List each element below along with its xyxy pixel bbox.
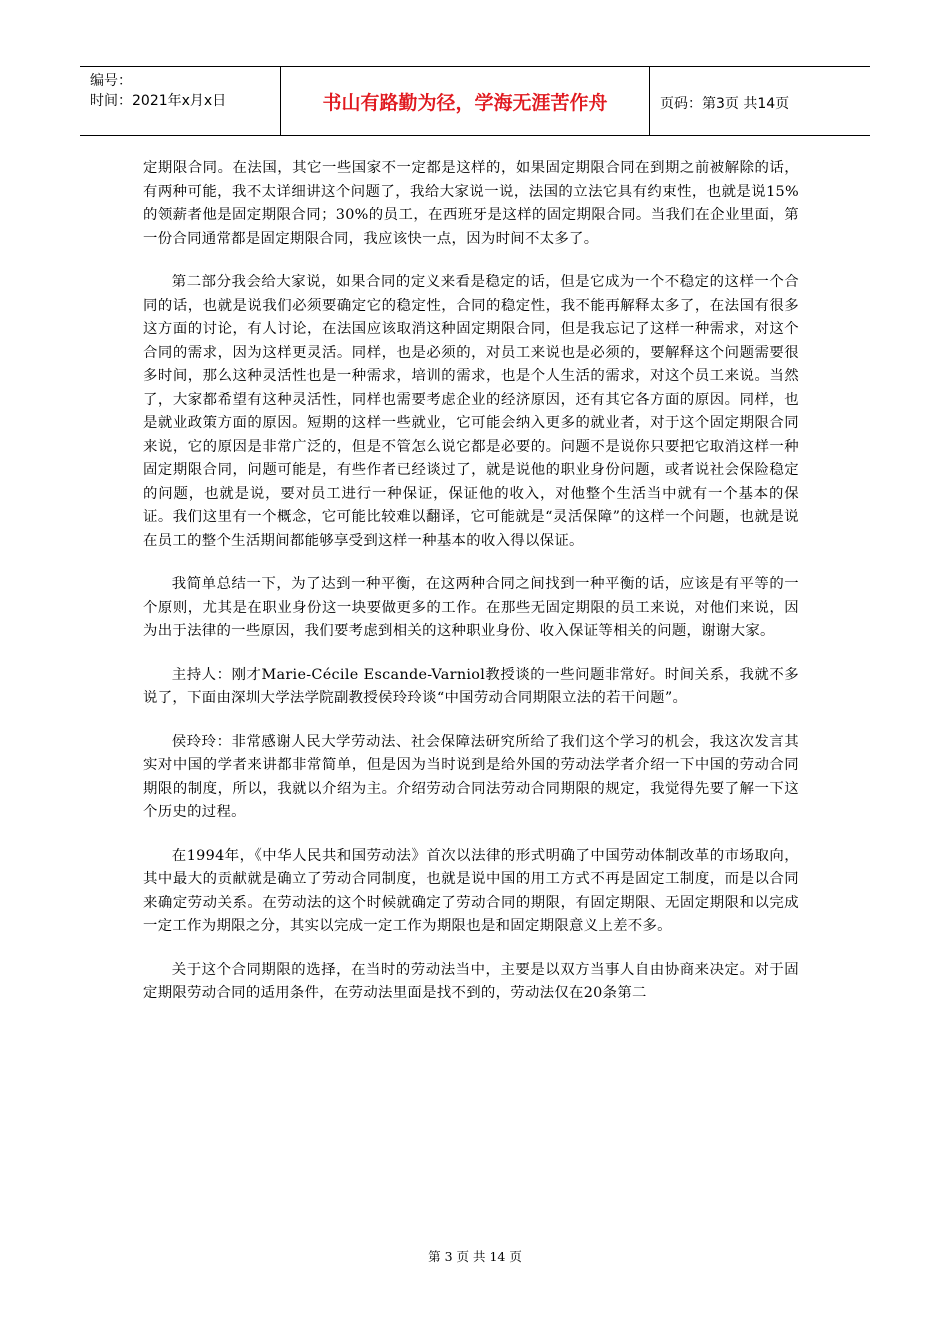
document-body	[143, 157, 799, 1026]
paragraph-6: 在1994年，《中华人民共和国劳动法》首次以法律的形式明确了中国劳动体制改革的市场取向，其中最大的贡献就是确立了劳动合同制度，也就是说中国的用工方式不再是固定工制度，而是以合同来确定劳动关系。在劳动法的这个时候就确定了劳动合同的期限，有固定期限、无固定期限和以完成一定工作为期限之分，其实以完成一定工作为期限也是和固定期限意义上差不多。	[143, 847, 799, 934]
page-footer: 第 3 页 共 14 页	[428, 1249, 522, 1264]
document-number-label: 编号：	[90, 73, 132, 89]
page-header	[80, 66, 870, 136]
header-motto: 书山有路勤为径，学海无涯苦作舟	[280, 67, 650, 135]
header-left-cell	[80, 67, 280, 135]
header-page-info: 页码：第3页 共14页	[660, 96, 790, 112]
paragraph-4: 主持人：刚才Marie-Cécile Escande-Varniol教授谈的一些问题非常好。时间关系，我就不多说了，下面由深圳大学法学院副教授侯玲玲谈“中国劳动合同期限立法的若干问题”。	[143, 666, 799, 706]
paragraph-7: 关于这个合同期限的选择，在当时的劳动法当中，主要是以双方当事人自由协商来决定。对于固定期限劳动合同的适用条件，在劳动法里面是找不到的，劳动法仅在20条第二	[143, 961, 799, 1001]
paragraph-1: 定期限合同。在法国，其它一些国家不一定都是这样的，如果固定期限合同在到期之前被解除的话，有两种可能，我不太详细讲这个问题了，我给大家说一说，法国的立法它具有约束性，也就是说15%的领薪者他是固定期限合同；30%的员工，在西班牙是这样的固定期限合同。当我们在企业里面，第一份合同通常都是固定期限合同，我应该快一点，因为时间不太多了。	[143, 160, 799, 247]
paragraph-5: 侯玲玲：非常感谢人民大学劳动法、社会保障法研究所给了我们这个学习的机会，我这次发言其实对中国的学者来讲都非常简单，但是因为当时说到是给外国的劳动法学者介绍一下中国的劳动合同期限的制度，所以，我就以介绍为主。介绍劳动合同法劳动合同期限的规定，我觉得先要了解一下这个历史的过程。	[143, 733, 799, 820]
paragraph-3: 我简单总结一下，为了达到一种平衡，在这两种合同之间找到一种平衡的话，应该是有平等的一个原则，尤其是在职业身份这一块要做更多的工作。在那些无固定期限的员工来说，对他们来说，因为出于法律的一些原因，我们要考虑到相关的这种职业身份、收入保证等相关的问题，谢谢大家。	[143, 576, 799, 639]
document-date: 时间：2021年x月x日	[90, 93, 227, 109]
paragraph-2: 第二部分我会给大家说，如果合同的定义来看是稳定的话，但是它成为一个不稳定的这样一个合同的话，也就是说我们必须要确定它的稳定性，合同的稳定性，我不能再解释太多了，在法国有很多这方面的讨论，有人讨论，在法国应该取消这种固定期限合同，但是我忘记了这样一种需求，对这个合同的需求，因为这样更灵活。同样，也是必须的，对员工来说也是必须的，要解释这个问题需要很多时间，那么这种灵活性也是一种需求，培训的需求，也是个人生活的需求，对这个员工来说。当然了，大家都希望有这种灵活性，同样也需要考虑企业的经济原因，还有其它各方面的原因。同样，也是就业政策方面的原因。短期的这样一些就业，它可能会纳入更多的就业者，对于这个固定期限合同来说，它的原因是非常广泛的，但是不管怎么说它都是必要的。问题不是说你只要把它取消这样一种固定期限合同，问题可能是，有些作者已经谈过了，就是说他的职业身份问题，或者说社会保险稳定的问题，也就是说，要对员工进行一种保证，保证他的收入，对他整个生活当中就有一个基本的保证。我们这里有一个概念，它可能比较难以翻译，它可能就是“灵活保障”的这样一个问题，也就是说在员工的整个生活期间都能够享受到这样一种基本的收入得以保证。	[143, 274, 799, 549]
